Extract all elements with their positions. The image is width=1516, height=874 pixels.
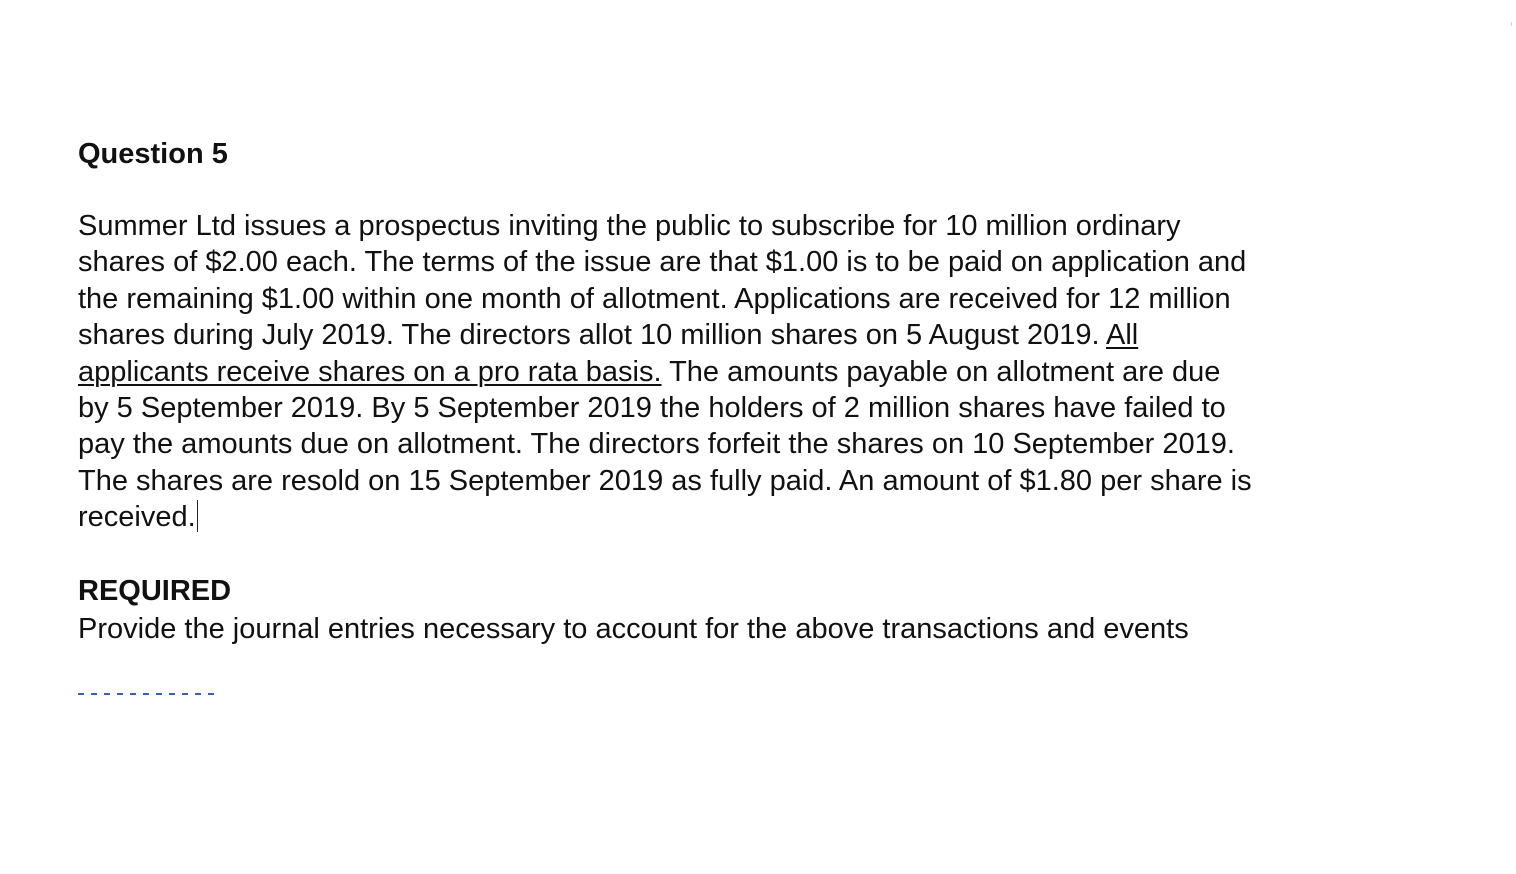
paragraph-line bbox=[78, 317, 1378, 353]
question-heading: Question 5 bbox=[78, 138, 228, 170]
question-paragraph[interactable] bbox=[78, 208, 1378, 536]
paragraph-line bbox=[78, 354, 1378, 390]
paragraph-line: shares of $2.00 each. The terms of the issue are that $1.00 is to be paid on application and bbox=[78, 246, 1247, 279]
paragraph-line: The shares are resold on 15 September 2019 as fully paid. An amount of $1.80 per share is bbox=[78, 464, 1252, 497]
page-edge-mark bbox=[1511, 22, 1512, 26]
paragraph-line bbox=[78, 499, 1378, 535]
paragraph-line-text: received. bbox=[78, 501, 196, 534]
required-instruction: Provide the journal entries necessary to account for the above transactions and events bbox=[78, 613, 1189, 645]
text-cursor bbox=[197, 500, 198, 532]
cutoff-text-fragment bbox=[78, 688, 218, 696]
paragraph-line-text: shares during July 2019. The directors allot 10 million shares on 5 August 2019. bbox=[78, 319, 1106, 352]
paragraph-line: the remaining $1.00 within one month of allotment. Applications are received for 12 million bbox=[78, 282, 1231, 315]
paragraph-line: pay the amounts due on allotment. The directors forfeit the shares on 10 September 2019. bbox=[78, 428, 1235, 461]
paragraph-line-text: The amounts payable on allotment are due bbox=[661, 355, 1221, 388]
cutoff-text-marks bbox=[78, 693, 218, 695]
underlined-text: All bbox=[1105, 319, 1139, 352]
underlined-text: applicants receive shares on a pro rata basis. bbox=[78, 355, 662, 388]
required-heading: REQUIRED bbox=[78, 575, 232, 607]
paragraph-line: by 5 September 2019. By 5 September 2019 the holders of 2 million shares have failed to bbox=[78, 392, 1226, 425]
paragraph-line: Summer Ltd issues a prospectus inviting the public to subscribe for 10 million ordinary bbox=[78, 210, 1181, 242]
